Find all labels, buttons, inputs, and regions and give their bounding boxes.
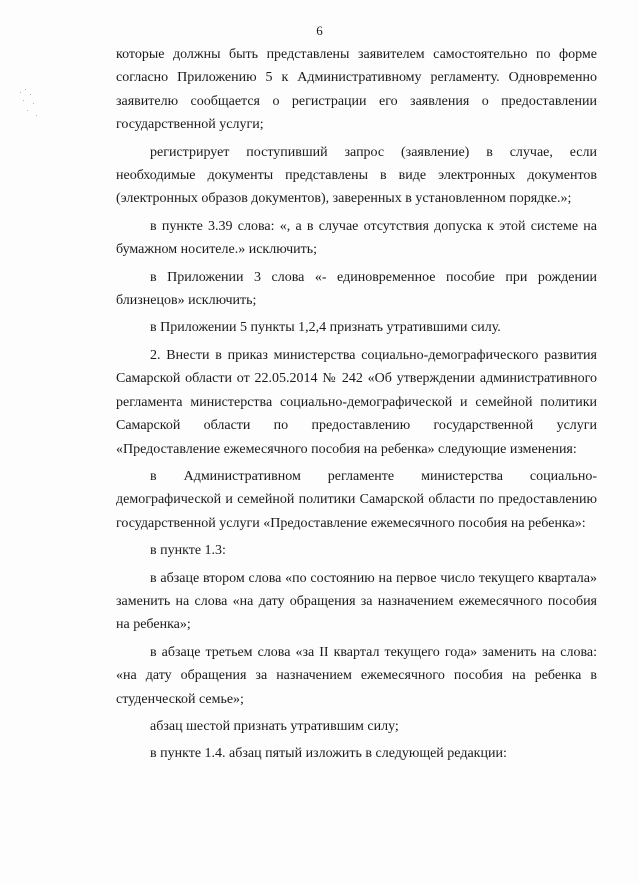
paragraph-point-1-3: в пункте 1.3:	[150, 543, 226, 559]
paragraph-appendix-5: в Приложении 5 пункты 1,2,4 признать утратившими силу.	[150, 320, 501, 336]
paragraph-register-request: регистрирует поступивший запрос (заявление) в случае, если необходимые документы представлены в виде электронных документов (электронных образов документов), заверенных в установленном порядке.»;	[116, 144, 597, 207]
paragraph-third-abzac: в абзаце третьем слова «за II квартал текущего года» заменить на слова: «на дату обращения за назначением ежемесячного пособия на ребенка в студенческой семье»;	[116, 644, 597, 707]
paragraph-point-3-39: в пункте 3.39 слова: «, а в случае отсутствия допуска к этой системе на бумажном носителе.» исключить;	[116, 218, 597, 258]
paragraph-admin-regulation: в Административном регламенте министерства социально-демографической и семейной политики Самарской области по предоставлению государственной услуги «Предоставление ежемесячного пособия на ребенка»:	[116, 468, 597, 531]
document-body	[116, 43, 597, 766]
scan-artifact-dots	[18, 88, 58, 128]
paragraph-second-abzac: в абзаце втором слова «по состоянию на первое число текущего квартала» заменить на слова «на дату обращения за назначением ежемесячного пособия на ребенка»;	[116, 570, 597, 633]
paragraph-point-1-4: в пункте 1.4. абзац пятый изложить в следующей редакции:	[150, 746, 507, 762]
paragraph-sixth-abzac: абзац шестой признать утратившим силу;	[150, 718, 399, 734]
page-number: 6	[316, 23, 323, 38]
paragraph-registration-notice: которые должны быть представлены заявителем самостоятельно по форме согласно Приложению 5 к Административному регламенту. Одновременно заявителю сообщается о регистрации его заявления о предоставлении государственной услуги;	[116, 47, 597, 133]
paragraph-amend-order-242: 2. Внести в приказ министерства социально-демографического развития Самарской области от 22.05.2014 № 242 «Об утверждении административного регламента министерства социально-демографической и семейной политики Самарской области по предоставлению государственной услуги «Предоставление ежемесячного пособия на ребенка» следующие изменения:	[116, 347, 597, 457]
paragraph-appendix-3: в Приложении 3 слова «- единовременное пособие при рождении близнецов» исключить;	[116, 269, 597, 309]
